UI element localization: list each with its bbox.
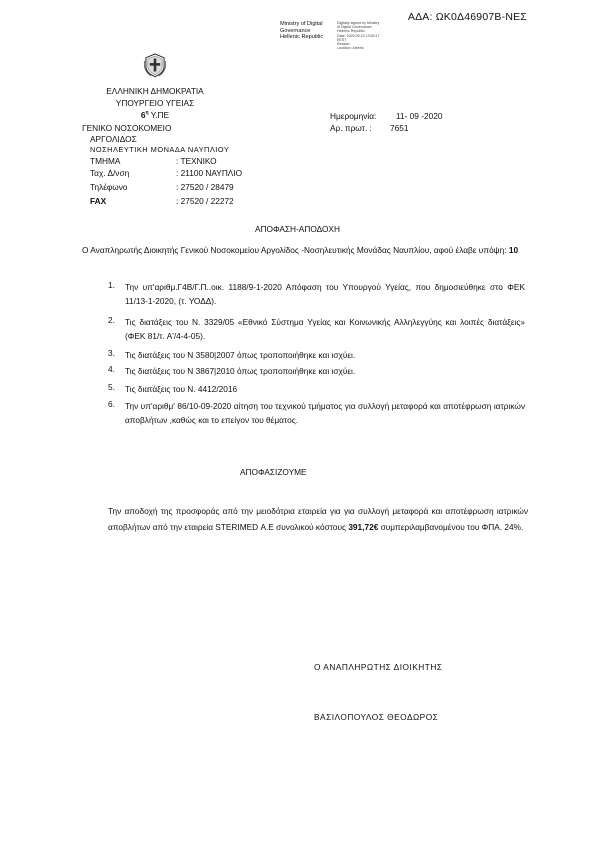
list-item-number: 4.	[108, 364, 115, 374]
digital-signature	[280, 21, 380, 51]
hospital-unit: ΝΟΣΗΛΕΥΤΙΚΗ ΜΟΝΑΔΑ ΝΑΥΠΛΙΟΥ	[90, 145, 230, 154]
signature-meta-line: Hellenic Republic	[337, 29, 365, 34]
decision-heading: ΑΠΟΦΑΣΙΖΟΥΜΕ	[240, 467, 307, 477]
signature-line: Ministry of Digital	[280, 21, 323, 27]
list-item: Τις διατάξεις του Ν 3580|2007 όπως τροποποιήθηκε και ισχύει.	[125, 350, 356, 360]
intro-text: Ο Αναπληρωτής Διοικητής Γενικού Νοσοκομείου Αργολίδος -Νοσηλευτικής Μονάδας Ναυπλίου, αφού έλαβε υπόψη:	[82, 245, 509, 255]
decision-text-after: συμπεριλαμβανομένου του ΦΠΑ. 24%.	[378, 522, 524, 532]
list-item: Τις διατάξεις του Ν 3867|2010 όπως τροποποιήθηκε και ισχύει.	[125, 366, 356, 376]
region-suffix: η	[145, 110, 149, 117]
signature-line: Hellenic Republic	[280, 34, 324, 40]
list-item: Τις διατάξεις του Ν. 4412/2016	[125, 384, 238, 394]
list-item-number: 1.	[108, 280, 115, 290]
document-title: ΑΠΟΦΑΣΗ-ΑΠΟΔΟΧΗ	[255, 224, 340, 234]
signer-title: Ο ΑΝΑΠΛΗΡΩΤΗΣ ΔΙΟΙΚΗΤΗΣ	[314, 662, 443, 672]
region-label: Υ.ΠΕ	[148, 110, 170, 120]
signature-meta-line: Digitally signed by Ministry	[337, 21, 380, 25]
signature-meta-line: of Digital Governance,	[337, 25, 373, 30]
hospital-region: ΑΡΓΟΛΙΔΟΣ	[90, 134, 137, 144]
protocol-label: Αρ. πρωτ. :	[330, 123, 372, 133]
intro-paragraph	[82, 244, 542, 256]
ada-code: ΑΔΑ: ΩΚ0Δ46907Β-ΝΕΣ	[407, 11, 527, 23]
address-label: Ταχ. Δ/νση	[90, 168, 130, 178]
list-item-number: 2.	[108, 315, 115, 325]
hospital-name: ΓΕΝΙΚΟ ΝΟΣΟΚΟΜΕΙΟ	[82, 123, 172, 133]
department-value: : ΤΕΧΝΙΚΟ	[176, 156, 217, 166]
list-item-number: 3.	[108, 348, 115, 358]
decision-text: Την αποδοχή της προσφοράς από την μειοδότρια εταιρεία για για συλλογή μεταφορά και αποτέφρωση ιατρικών αποβλήτων από την εταιρεία STERIMED Α.Ε συνολικού κόστους	[108, 506, 528, 532]
region-number: 6	[140, 110, 146, 120]
signer-name: ΒΑΣΙΛΟΠΟΥΛΟΣ ΘΕΟΔΩΡΟΣ	[314, 712, 439, 722]
health-region	[60, 110, 250, 120]
fax-value: : 27520 / 22272	[176, 196, 234, 206]
list-item: Την υπ'αριθμ' 86/10-09-2020 αίτηση του τεχνικού τμήματος για συλλογή μεταφορά και αποτέφρωση ιατρικών αποβλήτων ,καθώς και το επείγον του θέματος.	[125, 401, 525, 425]
ministry-title: ΥΠΟΥΡΓΕΙΟ ΥΓΕΙΑΣ	[115, 98, 195, 108]
list-item-number: 5.	[108, 382, 115, 392]
signature-meta	[337, 21, 380, 50]
list-item-number: 6.	[108, 399, 115, 409]
signature-line: Governance	[280, 27, 311, 34]
signature-meta-line: Reason:	[337, 42, 351, 47]
fax-label: FAX	[90, 196, 107, 206]
signature-meta-line: EEST	[337, 37, 347, 42]
republic-title: ΕΛΛΗΝΙΚΗ ΔΗΜΟΚΡΑΤΙΑ	[106, 86, 204, 96]
signature-meta-line: Date: 2020.09.15 13:50:17	[337, 33, 380, 38]
signature-meta-line: Location: Athens	[337, 46, 364, 51]
phone-value: : 27520 / 28479	[176, 182, 234, 192]
protocol-value: 7651	[390, 123, 409, 133]
greek-emblem-icon	[142, 52, 168, 78]
date-label: Ημερομηνία:	[330, 111, 377, 121]
decision-amount: 391,72€	[348, 522, 379, 532]
list-item: Την υπ'αριθμ.Γ4Β/Γ.Π..οικ. 1188/9-1-2020 Απόφαση του Υπουργού Υγείας, που δημοσιεύθηκε στο ΦΕΚ 11/13-1-2020, (τ. ΥΟΔΔ).	[125, 282, 525, 306]
department-label: ΤΜΗΜΑ	[90, 156, 121, 166]
decision-paragraph	[108, 503, 528, 535]
intro-count: 10	[508, 245, 519, 255]
address-value: : 21100 ΝΑΥΠΛΙΟ	[176, 168, 243, 178]
date-value: 11- 09 -2020	[396, 111, 443, 121]
list-item: Τις διατάξεις του Ν. 3329/05 «Εθνικό Σύστημα Υγείας και Κοινωνικής Αλληλεγγύης και λοιπές διατάξεις» (ΦΕΚ 81/τ. Α'/4-4-05).	[125, 317, 525, 341]
phone-label: Τηλέφωνο	[90, 182, 128, 192]
